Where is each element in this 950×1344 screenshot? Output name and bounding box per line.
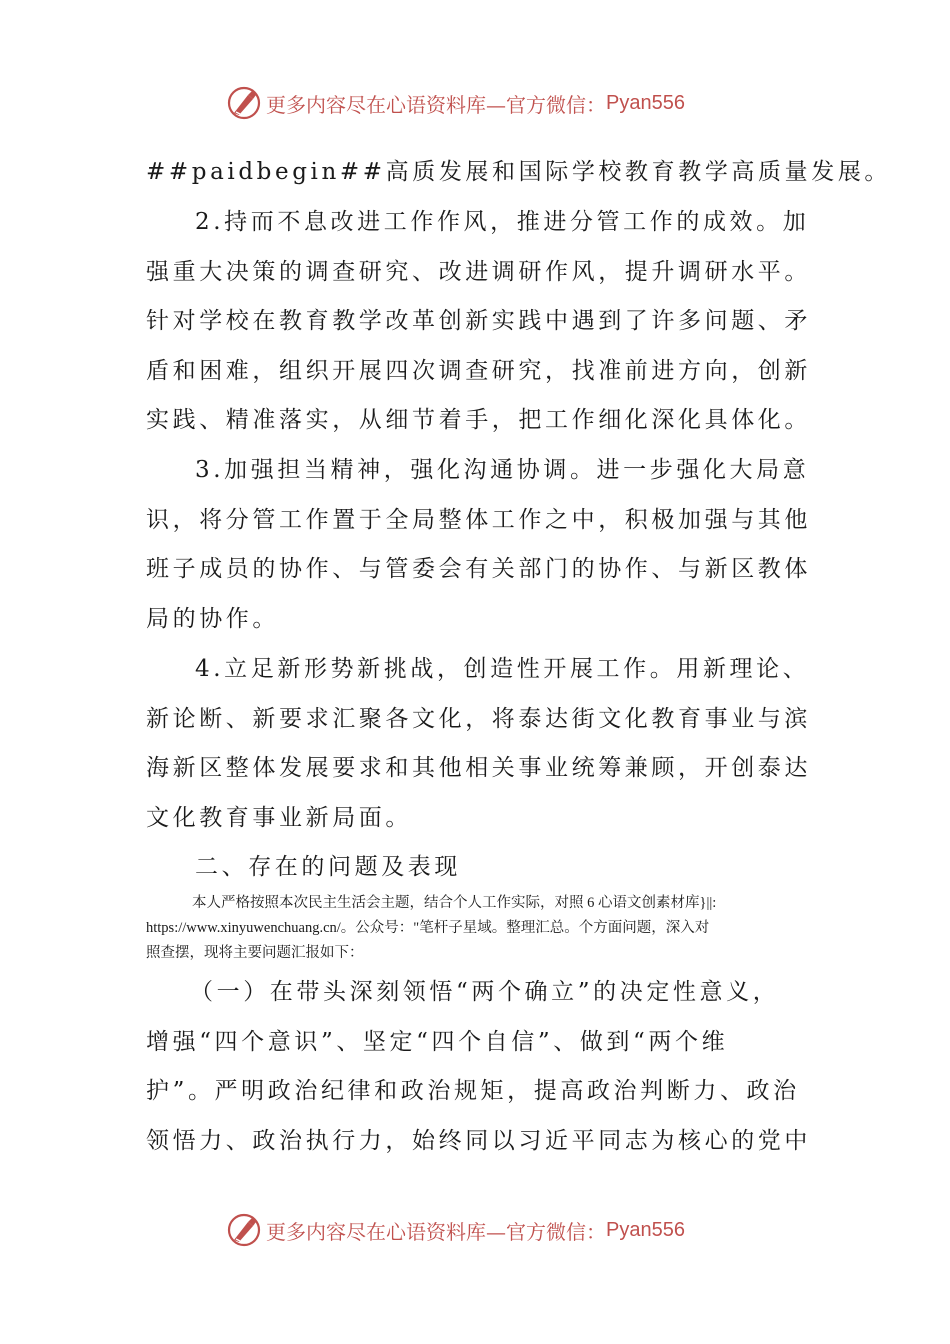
body-line: 实践、精准落实，从细节着手，把工作细化深化具体化。 <box>146 407 811 433</box>
body-line: 局的协作。 <box>146 606 279 632</box>
note-line: 本人严格按照本次民主生活会主题，结合个人工作实际，对照 6 心语文创素材库}||: <box>192 895 717 911</box>
body-line: 2.持而不息改进工作作风，推进分管工作的成效。加 <box>195 209 810 235</box>
note-line: 照查摆，现将主要问题汇报如下： <box>146 945 364 961</box>
pen-nib-logo-icon <box>226 1212 262 1248</box>
body-line: 文化教育事业新局面。 <box>146 805 412 831</box>
footer-watermark-banner <box>226 1210 726 1250</box>
body-line: 强重大决策的调查研究、改进调研作风，提升调研水平。 <box>146 259 811 285</box>
body-line: （一）在带头深刻领悟“两个确立”的决定性意义， <box>190 979 780 1005</box>
pen-nib-logo-icon <box>226 85 262 121</box>
body-line: 增强“四个意识”、坚定“四个自信”、做到“两个维 <box>146 1029 729 1055</box>
body-line: 4.立足新形势新挑战，创造性开展工作。用新理论、 <box>195 656 810 682</box>
note-line: https://www.xinyuwenchuang.cn/。公众号："笔杆子星域。整理汇总。个方面问题，深入对 <box>146 920 710 936</box>
body-line: 针对学校在教育教学改革创新实践中遇到了许多问题、矛 <box>146 308 811 334</box>
banner-text: 更多内容尽在心语资料库—官方微信： <box>266 92 606 117</box>
body-line: 3.加强担当精神，强化沟通协调。进一步强化大局意 <box>195 457 810 483</box>
body-line: 识，将分管工作置于全局整体工作之中，积极加强与其他 <box>146 507 811 533</box>
body-line: 盾和困难，组织开展四次调查研究，找准前进方向，创新 <box>146 358 811 384</box>
banner-wechat-id: Pyan556 <box>606 1218 685 1241</box>
body-line: 新论断、新要求汇聚各文化，将泰达街文化教育事业与滨 <box>146 706 811 732</box>
body-line: ##paidbegin##高质发展和国际学校教育教学高质量发展。 <box>146 159 892 185</box>
body-line: 班子成员的协作、与管委会有关部门的协作、与新区教体 <box>146 556 811 582</box>
banner-wechat-id: Pyan556 <box>606 91 685 114</box>
body-line: 海新区整体发展要求和其他相关事业统筹兼顾，开创泰达 <box>146 755 811 781</box>
banner-text: 更多内容尽在心语资料库—官方微信： <box>266 1219 606 1244</box>
header-watermark-banner <box>226 83 726 123</box>
section-heading: 二、存在的问题及表现 <box>195 854 461 880</box>
body-line: 领悟力、政治执行力，始终同以习近平同志为核心的党中 <box>146 1128 811 1154</box>
body-line: 护”。严明政治纪律和政治规矩，提高政治判断力、政治 <box>146 1078 800 1104</box>
